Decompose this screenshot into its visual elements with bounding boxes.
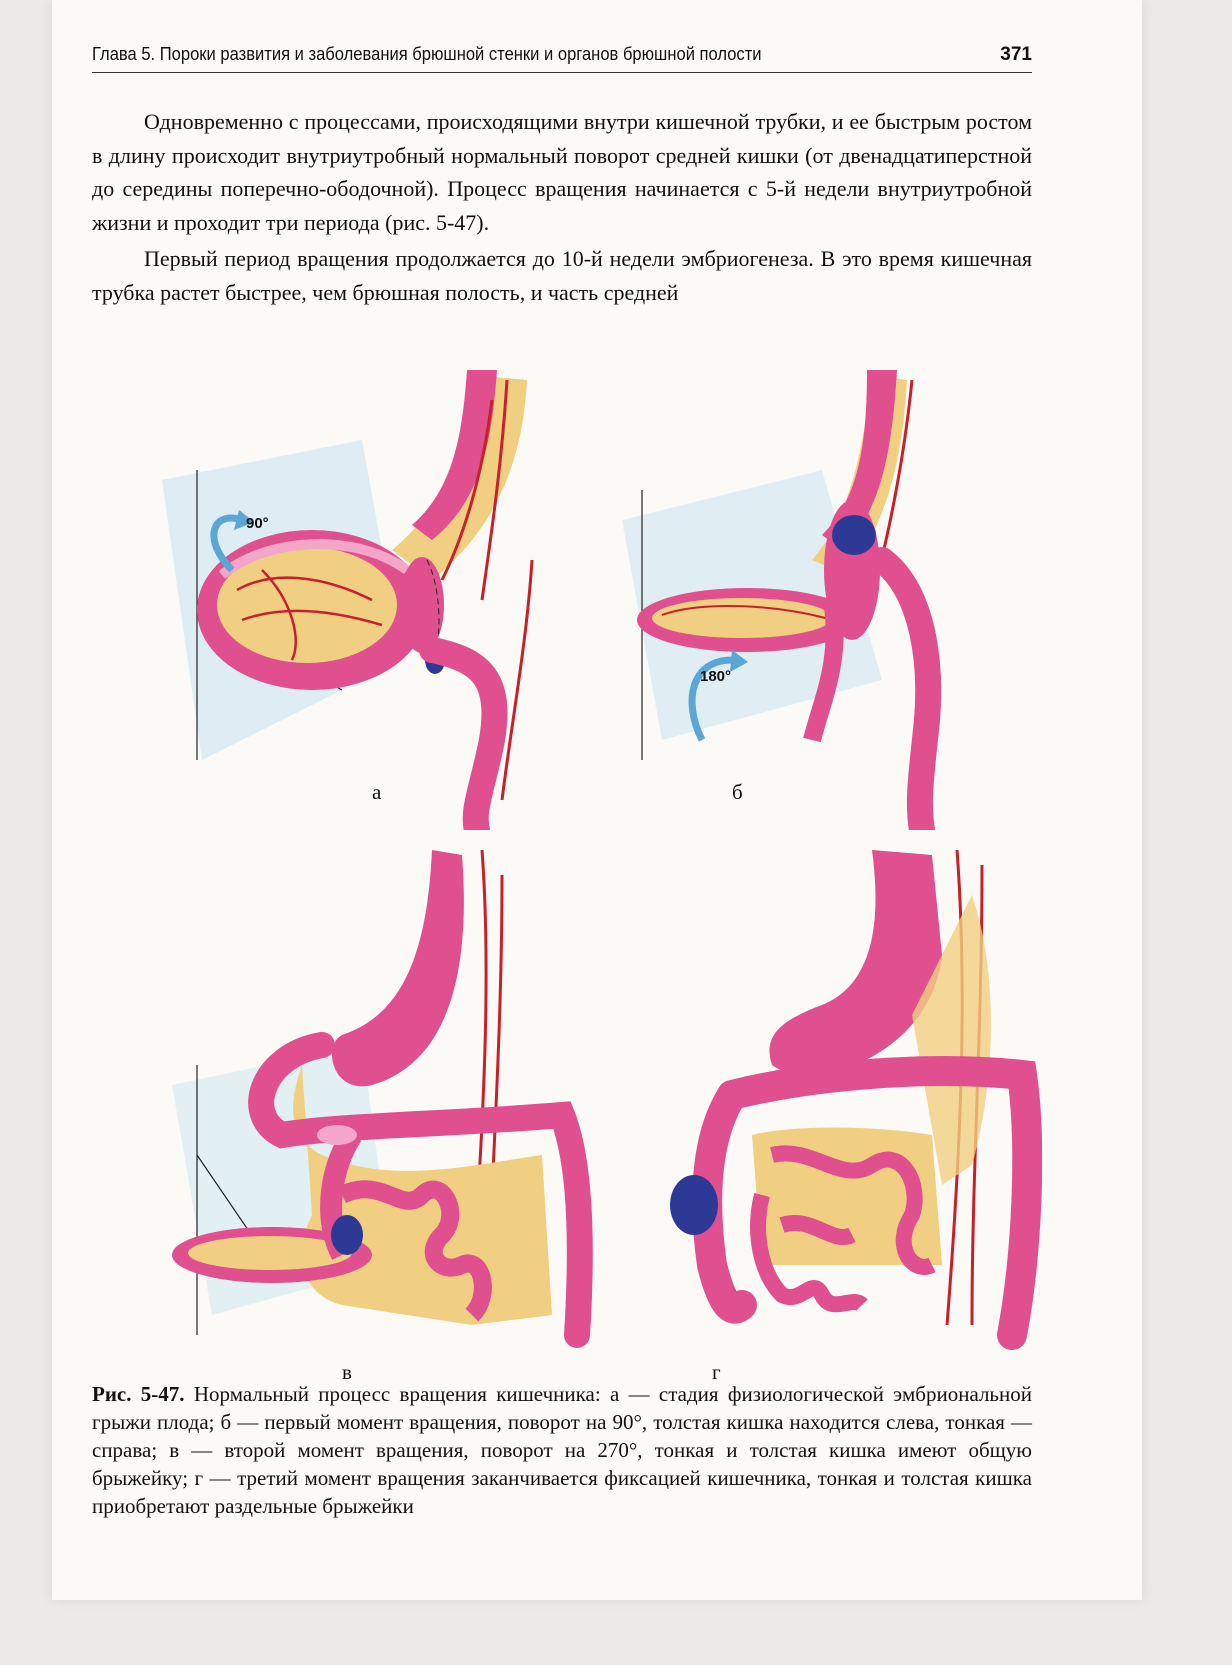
panel-label-c: в [342, 1360, 352, 1384]
book-page [52, 0, 1142, 1600]
panel-label-b: б [732, 780, 743, 804]
panel-a [142, 360, 582, 830]
caption-label: Рис. 5-47. [92, 1382, 185, 1406]
illustration-panel-b [582, 360, 1022, 830]
paragraph: Первый период вращения продолжается до 10-й недели эмбриогенеза. В это время кишечная трубка растет быстрее, чем брюшная полость, и часть средней [92, 246, 1032, 305]
paragraph: Одновременно с процессами, происходящими внутри кишечной трубки, и ее быстрым ростом в длину происходит внутриутробный нормальный поворот средней кишки (от двенадцатиперстной до середины поперечно-ободочной). Процесс вращения начинается с 5-й недели внутриутробной жизни и проходит три периода (рис. 5-47). [92, 109, 1032, 235]
page-number: 371 [1000, 44, 1032, 65]
caption-text: Нормальный процесс вращения кишечника: а — стадия физиологической эмбриональной грыжи плода; б — первый момент вращения, поворот на 90°, толстая кишка находится слева, тонкая — справа; в — второй момент вращения, поворот на 270°, тонкая и толстая кишка имеют общую брыжейку; г — третий момент вращения заканчивается фиксацией кишечника, тонкая и толстая кишка приобретают раздельные брыжейки [92, 1382, 1032, 1518]
angle-label-90: 90° [246, 515, 269, 532]
illustration-panel-d [612, 835, 1042, 1360]
panel-label-a: а [372, 780, 382, 804]
illustration-panel-c [142, 835, 602, 1360]
panel-label-d: г [712, 1360, 721, 1384]
body-text [92, 105, 1032, 309]
panel-b [582, 360, 1022, 830]
chapter-title: Глава 5. Пороки развития и заболевания брюшной стенки и органов брюшной полости [92, 44, 762, 64]
figure-caption [92, 1380, 1032, 1520]
angle-label-180: 180° [700, 668, 732, 685]
running-head [92, 42, 1032, 73]
illustration-panel-a [142, 360, 582, 830]
panel-d [612, 835, 1042, 1384]
panel-c [142, 835, 602, 1384]
